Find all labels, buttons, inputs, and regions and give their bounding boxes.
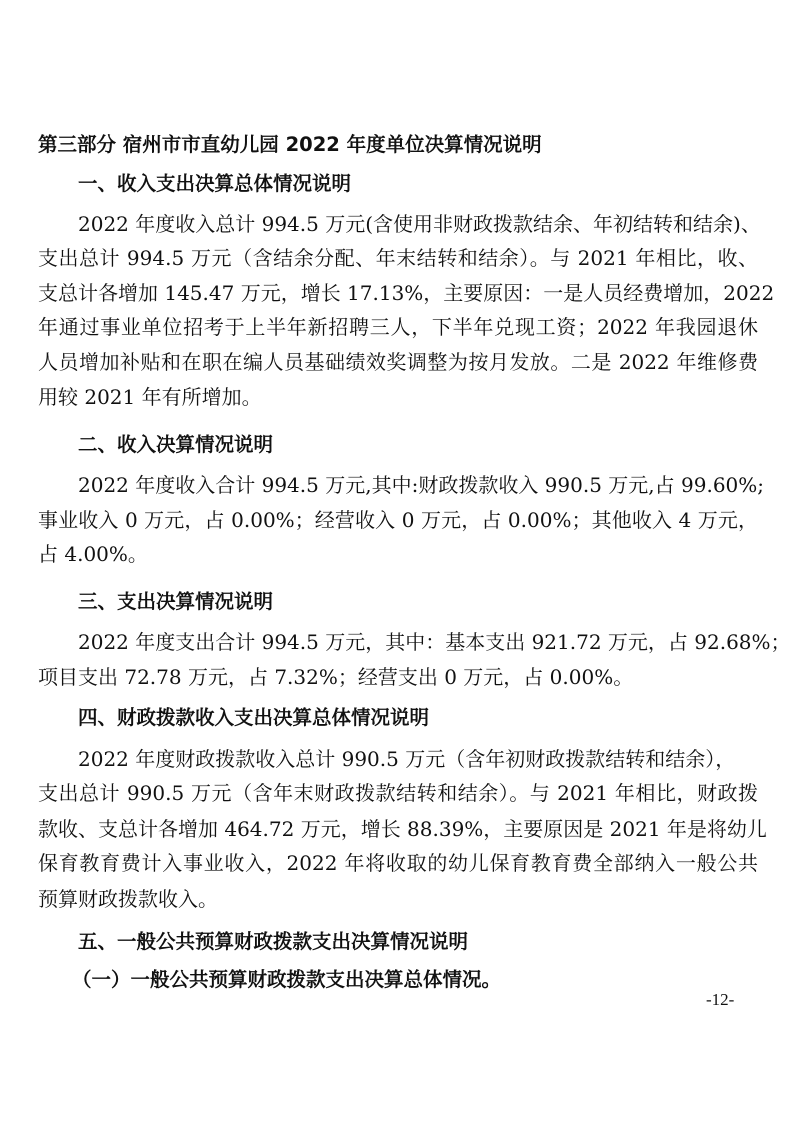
paragraph-line: 2022 年度支出合计 994.5 万元，其中：基本支出 921.72 万元，占 92.68%； bbox=[78, 630, 791, 654]
section-heading-4: 四、财政拨款收入支出决算总体情况说明 bbox=[78, 706, 430, 729]
section-heading-1: 一、收入支出决算总体情况说明 bbox=[78, 172, 352, 195]
paragraph-line: 2022 年度财政拨款收入总计 990.5 万元（含年初财政拨款结转和结余）， bbox=[78, 747, 736, 771]
paragraph-line: 预算财政拨款收入。 bbox=[38, 887, 218, 911]
paragraph-line: 款收、支总计各增加 464.72 万元，增长 88.39%，主要原因是 2021 年是将幼儿 bbox=[38, 817, 767, 841]
paragraph-line: 用较 2021 年有所增加。 bbox=[38, 385, 262, 409]
section-heading-3: 三、支出决算情况说明 bbox=[78, 590, 274, 613]
paragraph-line: 支总计各增加 145.47 万元，增长 17.13%，主要原因：一是人员经费增加，2022 bbox=[38, 281, 775, 305]
paragraph-line: 2022 年度收入合计 994.5 万元,其中:财政拨款收入 990.5 万元,占 99.60%; bbox=[78, 473, 765, 497]
paragraph-line: 事业收入 0 万元，占 0.00%；经营收入 0 万元，占 0.00%；其他收入 4 万元， bbox=[38, 508, 758, 532]
paragraph-line: 项目支出 72.78 万元，占 7.32%；经营支出 0 万元，占 0.00%。 bbox=[38, 665, 634, 689]
paragraph-line: 支出总计 994.5 万元（含结余分配、年末结转和结余）。与 2021 年相比，收、 bbox=[38, 246, 758, 270]
section-heading-2: 二、收入决算情况说明 bbox=[78, 433, 274, 456]
paragraph-line: 占 4.00%。 bbox=[38, 542, 148, 566]
paragraph-line: 年通过事业单位招考于上半年新招聘三人，下半年兑现工资；2022 年我园退休 bbox=[38, 315, 758, 339]
paragraph-line: 保育教育费计入事业收入，2022 年将收取的幼儿保育教育费全部纳入一般公共 bbox=[38, 851, 758, 875]
paragraph-line: 人员增加补贴和在职在编人员基础绩效奖调整为按月发放。二是 2022 年维修费 bbox=[38, 350, 758, 374]
paragraph-line: 2022 年度收入总计 994.5 万元(含使用非财政拨款结余、年初结转和结余)、 bbox=[78, 212, 761, 236]
section-heading-5: 五、一般公共预算财政拨款支出决算情况说明 bbox=[78, 930, 469, 953]
subsection-heading: （一）一般公共预算财政拨款支出决算总体情况。 bbox=[72, 968, 502, 991]
paragraph-line: 支出总计 990.5 万元（含年末财政拨款结转和结余）。与 2021 年相比，财政拨 bbox=[38, 781, 758, 805]
page-number: -12- bbox=[706, 990, 735, 1009]
part-title: 第三部分 宿州市市直幼儿园 2022 年度单位决算情况说明 bbox=[38, 133, 542, 156]
